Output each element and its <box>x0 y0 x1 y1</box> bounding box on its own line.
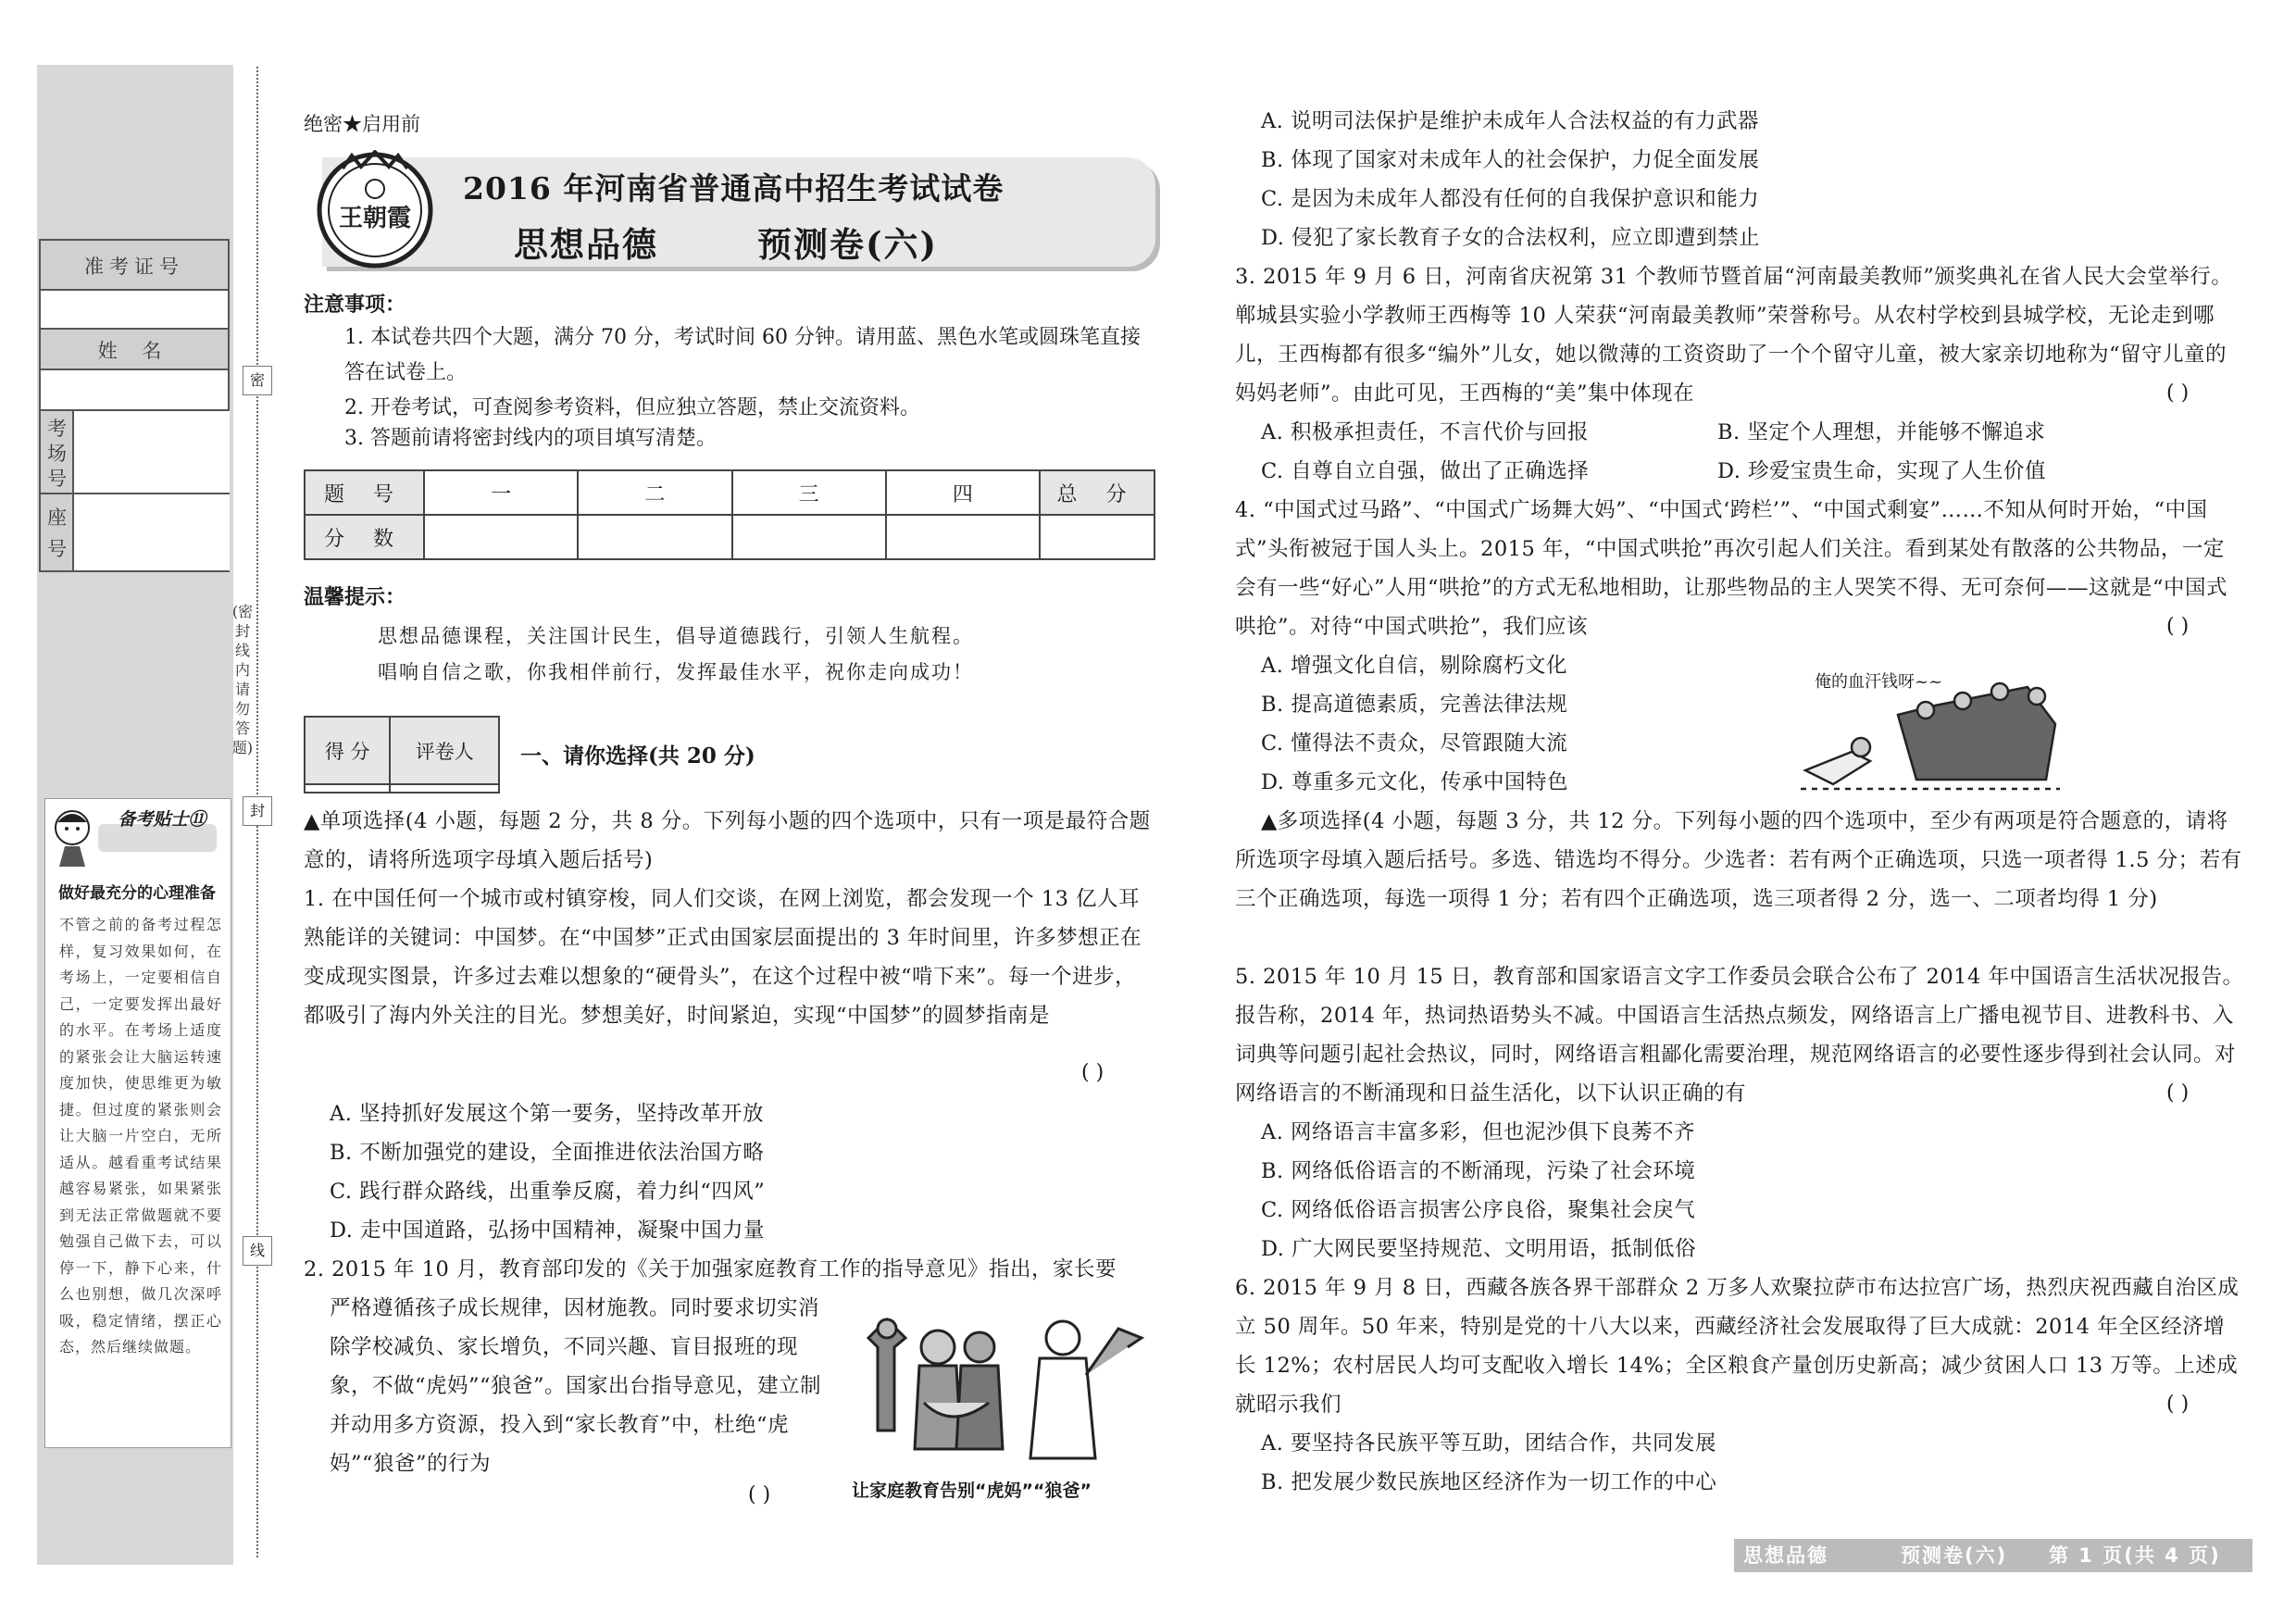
q6-answer-blank[interactable]: ( ) <box>2166 1393 2190 1416</box>
grader-value-row <box>305 784 499 793</box>
subject-title: 思想品德 <box>514 224 658 265</box>
grader-score-label: 得 分 <box>305 717 390 784</box>
score-cell[interactable] <box>424 515 578 559</box>
room-field[interactable] <box>72 411 230 493</box>
q1-option-c: C. 践行群众路线，出重拳反腐，着力纠“四风” <box>330 1180 766 1204</box>
score-header-cell: 三 <box>732 470 886 515</box>
score-table-value-row <box>305 515 1154 559</box>
q2-option-c: C. 是因为未成年人都没有任何的自我保护意识和能力 <box>1261 187 1760 211</box>
grader-reviewer-label: 评卷人 <box>390 717 499 784</box>
paper-title: 预测卷(六) <box>757 224 939 265</box>
q6-option-b: B. 把发展少数民族地区经济作为一切工作的中心 <box>1261 1470 1717 1494</box>
grader-header-row <box>305 717 499 784</box>
q4-option-b: B. 提高道德素质，完善法律法规 <box>1261 693 1568 717</box>
tip-body: 不管之前的备考过程怎样，复习效果如何，在考场上，一定要相信自己，一定要发挥出最好的水平。在考场上适度的紧张会让大脑运转速度加快，使思维更为敏捷。但过度的紧张则会让大脑一片空白，无所适从。越看重考试结果越容易紧张，如果紧张到无法正常做题就不要勉强自己做下去，可以停一下，静下心来，什么也别想，做几次深呼吸，稳定情绪，摆正心态，然后继续做题。 <box>59 916 222 1356</box>
seat-field[interactable] <box>72 494 230 570</box>
score-header-cell: 题 号 <box>305 470 424 515</box>
q6-stem: 6. 2015 年 9 月 8 日，西藏各族各界干部群众 2 万多人欢聚拉萨市布达拉宫广场，热烈庆祝西藏自治区成立 50 周年。50 年来，特别是党的十八大以来，西藏经济社会发展取得了巨大成就：2014 年全区经济增长 12%；农村居民人均可支配收入增长 14%；全区粮食产量创历史新高；减少贫困人口 13 万等。上述成就昭示我们 <box>1235 1276 2240 1417</box>
q1-option-a: A. 坚持抓好发展这个第一要务，坚持改革开放 <box>330 1102 765 1126</box>
q2-stem-head: 2. 2015 年 10 月，教育部印发的《关于加强家庭教育工作的指导意见》指出，家长要 <box>304 1257 1117 1281</box>
seal-note: (密封线内请勿答题) <box>231 603 254 756</box>
score-table <box>304 469 1155 560</box>
score-cell[interactable] <box>578 515 731 559</box>
section-1-title: 一、请你选择(共 20 分) <box>520 744 755 769</box>
grader-score-cell[interactable] <box>305 784 390 793</box>
warm-line-2: 唱响自信之歌，你我相伴前行，发挥最佳水平，祝你走向成功！ <box>378 661 974 683</box>
q2-option-d: D. 侵犯了家长教育子女的合法权利，应立即遭到禁止 <box>1261 226 1761 250</box>
tip-subtitle: 做好最充分的心理准备 <box>58 884 216 903</box>
score-cell[interactable] <box>732 515 886 559</box>
score-row-label: 分 数 <box>305 515 424 559</box>
q4-option-c: C. 懂得法不责众，尽管跟随大流 <box>1261 731 1568 756</box>
notice-title: 注意事项： <box>304 293 406 317</box>
warm-title: 温馨提示： <box>304 585 406 609</box>
q3-option-b: B. 坚定个人理想，并能够不懈追求 <box>1717 420 2046 444</box>
exam-title: 2016 年河南省普通高中招生考试试卷 <box>463 170 1004 206</box>
grader-reviewer-cell[interactable] <box>390 784 499 793</box>
q2-cartoon-caption: 让家庭教育告别“虎妈”“狼爸” <box>852 1481 1092 1501</box>
room-box <box>39 409 230 494</box>
q4-answer-blank[interactable]: ( ) <box>2166 615 2190 638</box>
q4-stem: 4. “中国式过马路”、“中国式广场舞大妈”、“中国式‘跨栏’”、“中国式剩宴”……不知从何时开始，“中国式”头衔被冠于国人头上。2015 年，“中国式哄抢”再次引起人们关注。看到某处有散落的公共物品，一定会有一些“好心”人用“哄抢”的方式无私地相助，让那些物品的主人哭笑不得、无可奈何——这就是“中国式哄抢”。对待“中国式哄抢”，我们应该 <box>1235 498 2228 639</box>
score-cell[interactable] <box>886 515 1040 559</box>
q1-answer-blank[interactable]: ( ) <box>1081 1061 1104 1084</box>
score-header-cell: 四 <box>886 470 1040 515</box>
q5-option-b: B. 网络低俗语言的不断涌现，污染了社会环境 <box>1261 1159 1696 1183</box>
q1-stem: 1. 在中国任何一个城市或村镇穿梭，同人们交谈，在网上浏览，都会发现一个 13 亿人耳熟能详的关键词：中国梦。在“中国梦”正式由国家层面提出的 3 年时间里，许多梦想正在变成现实图景，许多过去难以想象的“硬骨头”，在这个过程中被“啃下来”。每一个进步，都吸引了海内外关注的目光。梦想美好，时间紧迫，实现“中国梦”的圆梦指南是 <box>304 887 1142 1028</box>
score-table-header-row <box>305 470 1154 515</box>
notice-item-2: 2. 开卷考试，可查阅参考资料，但应独立答题，禁止交流资料。 <box>344 396 920 419</box>
q2-option-a: A. 说明司法保护是维护未成年人合法权益的有力武器 <box>1261 109 1760 133</box>
score-cell[interactable] <box>1040 515 1154 559</box>
q1-option-d: D. 走中国道路，弘扬中国精神，凝聚中国力量 <box>330 1218 766 1243</box>
q4-option-d: D. 尊重多元文化，传承中国特色 <box>1261 770 1569 794</box>
exam-id-box <box>39 239 230 291</box>
q4-option-a: A. 增强文化自信，剔除腐朽文化 <box>1261 654 1568 678</box>
page-footer <box>1734 1539 2252 1572</box>
exam-id-field[interactable] <box>39 289 230 330</box>
q3-option-d: D. 珍爱宝贵生命，实现了人生价值 <box>1717 459 2047 483</box>
q3-option-c: C. 自尊自立自强，做出了正确选择 <box>1261 459 1590 483</box>
footer-page: 第 1 页(共 4 页) <box>2049 1544 2221 1567</box>
score-header-cell: 一 <box>424 470 578 515</box>
name-box <box>39 328 230 370</box>
grader-box <box>304 716 500 794</box>
seat-label: 座号 <box>41 494 72 570</box>
q5-option-a: A. 网络语言丰富多彩，但也泥沙俱下良莠不齐 <box>1261 1120 1696 1144</box>
name-label: 姓 名 <box>41 330 228 372</box>
notice-item-1: 1. 本试卷共四个大题，满分 70 分，考试时间 60 分钟。请用蓝、黑色水笔或圆珠笔直接答在试卷上。 <box>344 326 1141 384</box>
score-header-cell: 二 <box>578 470 731 515</box>
single-choice-intro: ▲单项选择(4 小题，每题 2 分，共 8 分。下列每小题的四个选项中，只有一项是最符合题意的，请将所选项字母填入题后括号) <box>304 809 1151 872</box>
q5-stem: 5. 2015 年 10 月 15 日，教育部和国家语言文字工作委员会联合公布了 2014 年中国语言生活状况报告。报告称，2014 年，热词热语势头不减。中国语言生活热点频发，网络语言上广播电视节目、进教科书、入词典等问题引起社会热议，同时，网络语言粗鄙化需要治理，规范网络语言的必要性逐步得到社会认同。对网络语言的不断涌现和日益生活化，以下认识正确的有 <box>1235 965 2244 1106</box>
notice-item-3: 3. 答题前请将密封线内的项目填写清楚。 <box>344 427 717 450</box>
q5-answer-blank[interactable]: ( ) <box>2166 1081 2190 1105</box>
q2-option-b: B. 体现了国家对未成年人的社会保护，力促全面发展 <box>1261 148 1760 172</box>
q5-option-c: C. 网络低俗语言损害公序良俗，聚集社会戾气 <box>1261 1198 1696 1222</box>
warm-line-1: 思想品德课程，关注国计民生，倡导道德践行，引领人生航程。 <box>378 625 974 647</box>
publisher-logo-icon <box>315 150 435 270</box>
q2-answer-blank[interactable]: ( ) <box>748 1483 771 1506</box>
multi-choice-intro: ▲多项选择(4 小题，每题 3 分，共 12 分。下列每小题的四个选项中，至少有两项是符合题意的，请将所选项字母填入题后括号。多选、错选均不得分。少选者：若有两个正确选项，只选一项者得 1.5 分；若有三个正确选项，每选一项得 1 分；若有四个正确选项，选三项者得 2 分，选一、二项者均得 1 分) <box>1235 809 2242 911</box>
q3-stem: 3. 2015 年 9 月 6 日，河南省庆祝第 31 个教师节暨首届“河南最美教师”颁奖典礼在省人民大会堂举行。郸城县实验小学教师王西梅等 10 人荣获“河南最美教师”荣誉称号。从农村学校到县城学校，无论走到哪儿，王西梅都有很多“编外”儿女，她以微薄的工资资助了一个个留守儿童，被大家亲切地称为“留守儿童的妈妈老师”。由此可见，王西梅的“美”集中体现在 <box>1235 265 2233 406</box>
tip-badge: 备考贴士⑪ <box>118 809 206 830</box>
seat-box <box>39 493 230 572</box>
q5-option-d: D. 广大网民要坚持规范、文明用语，抵制低俗 <box>1261 1237 1697 1261</box>
confidential-label: 绝密★启用前 <box>304 113 420 135</box>
q1-option-b: B. 不断加强党的建设，全面推进依法治国方略 <box>330 1141 765 1165</box>
room-label: 考场号 <box>41 411 72 493</box>
seal-mark-xian: 线 <box>243 1236 272 1266</box>
family-education-cartoon-icon <box>850 1292 1146 1477</box>
exam-id-label: 准考证号 <box>41 241 228 293</box>
seal-mark-feng: 封 <box>243 796 272 826</box>
q3-answer-blank[interactable]: ( ) <box>2166 381 2190 405</box>
footer-subject: 思想品德 <box>1743 1544 1828 1567</box>
score-header-cell: 总 分 <box>1040 470 1154 515</box>
q4-cartoon-text: 俺的血汗钱呀~~ <box>1815 672 1943 692</box>
name-field[interactable] <box>39 369 230 411</box>
seal-mark-mi: 密 <box>243 366 272 395</box>
footer-paper: 预测卷(六) <box>1901 1544 2008 1567</box>
logo-text: 王朝霞 <box>338 205 412 232</box>
q2-stem-body: 严格遵循孩子成长规律，因材施教。同时要求切实消除学校减负、家长增负，不同兴趣、盲目报班的现象，不做“虎妈”“狼爸”。国家出台指导意见，建立制并动用多方资源，投入到“家长教育”中，杜绝“虎妈”“狼爸”的行为 <box>330 1296 822 1476</box>
q3-option-a: A. 积极承担责任，不言代价与回报 <box>1261 420 1590 444</box>
q6-option-a: A. 要坚持各民族平等互助，团结合作，共同发展 <box>1261 1431 1717 1456</box>
